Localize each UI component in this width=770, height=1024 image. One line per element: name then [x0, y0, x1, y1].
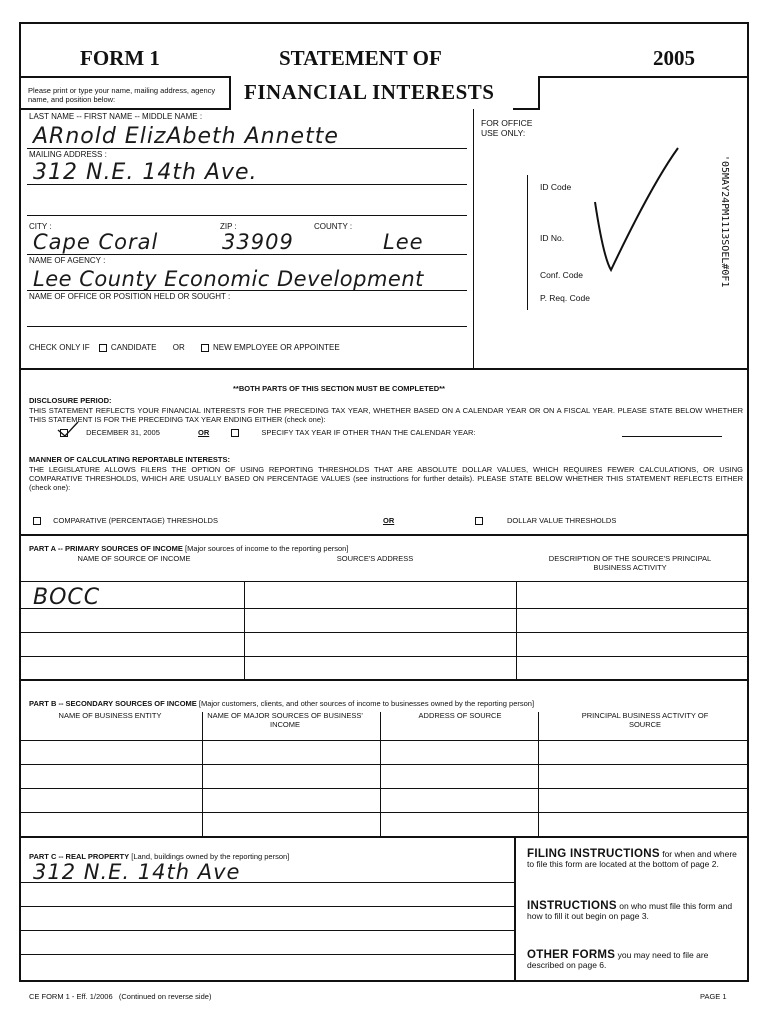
part-a-col1: NAME OF SOURCE OF INCOME [77, 554, 191, 563]
both-parts-notice: **BOTH PARTS OF THIS SECTION MUST BE COMPLETED** [233, 384, 445, 393]
part-b-title: PART B -- SECONDARY SOURCES OF INCOME [29, 699, 197, 708]
city-label: CITY : [29, 222, 52, 231]
part-a-title: PART A -- PRIMARY SOURCES OF INCOME [29, 544, 183, 553]
part-b-subtitle: [Major customers, clients, and other sources of income to businesses owned by the reporting person] [198, 699, 535, 708]
instructions-heading: INSTRUCTIONS [527, 900, 617, 912]
instructions-block [527, 901, 739, 921]
or-label-1: OR [197, 428, 210, 437]
agency-value: Lee County Economic Development [33, 267, 424, 291]
comparative-label: COMPARATIVE (PERCENTAGE) THRESHOLDS [53, 516, 218, 525]
filing-instructions-heading: FILING INSTRUCTIONS [527, 848, 660, 860]
part-b-col1: NAME OF BUSINESS ENTITY [58, 711, 162, 720]
part-a-subtitle: [Major sources of income to the reporting person] [185, 544, 349, 553]
receipt-stamp: '05MAY24PM1113SOEL#0F1 [719, 155, 730, 288]
name-value: ARnold ElizAbeth Annette [33, 124, 339, 149]
period-text: THIS STATEMENT REFLECTS YOUR FINANCIAL INTERESTS FOR THE PRECEDING TAX YEAR, WHETHER BASED ON A CALENDAR YEAR OR ON A FISCAL YEAR. PLEASE STATE BELOW WHETHER THIS STATEMENT IS FOR THE PRECEDING TAX YEAR ENDING EITHER (check one): [29, 406, 743, 424]
other-forms-text: you may need to file are described on page 6. [527, 950, 709, 970]
part-a-col2: SOURCE'S ADDRESS [336, 554, 414, 563]
mailing-value: 312 N.E. 14th Ave. [33, 160, 258, 185]
part-b-col3: ADDRESS OF SOURCE [418, 711, 502, 720]
id-no-label: ID No. [540, 233, 565, 243]
part-a-heading [29, 544, 348, 553]
title-line2: FINANCIAL INTERESTS [244, 80, 495, 104]
zip-value: 33909 [222, 230, 294, 254]
dollar-label: DOLLAR VALUE THRESHOLDS [507, 516, 617, 525]
other-forms-heading: OTHER FORMS [527, 949, 616, 961]
dec31-checkbox[interactable] [60, 429, 68, 437]
part-c-title: PART C -- REAL PROPERTY [29, 852, 130, 861]
p-req-code-label: P. Req. Code [540, 293, 590, 303]
print-note: Please print or type your name, mailing address, agency name, and position below: [28, 86, 216, 104]
filing-instructions-text: for when and where to file this form are located at the bottom of page 2. [527, 849, 737, 869]
period-heading: DISCLOSURE PERIOD: [29, 396, 112, 405]
candidate-checkbox[interactable] [99, 344, 107, 352]
filing-instructions [527, 849, 739, 869]
county-label: COUNTY : [314, 222, 353, 231]
new-employee-label: NEW EMPLOYEE OR APPOINTEE [212, 343, 340, 352]
part-a-row1-name: BOCC [33, 585, 101, 610]
period-options [60, 428, 476, 437]
part-c-subtitle: [Land, buildings owned by the reporting person] [131, 852, 290, 861]
new-employee-checkbox[interactable] [201, 344, 209, 352]
part-b-col4: PRINCIPAL BUSINESS ACTIVITY OF SOURCE [581, 711, 709, 729]
check-label: CHECK ONLY IF [29, 343, 90, 352]
specify-checkbox[interactable] [231, 429, 239, 437]
part-b-col2: NAME OF MAJOR SOURCES OF BUSINESS' INCOME [207, 711, 363, 729]
check-mark-icon [57, 421, 79, 439]
form-label: FORM 1 [80, 46, 160, 70]
conf-code-label: Conf. Code [540, 270, 583, 280]
office-use-title: FOR OFFICE USE ONLY: [481, 118, 533, 138]
city-value: Cape Coral [33, 230, 159, 254]
comparative-checkbox[interactable] [33, 517, 41, 525]
or-label: OR [172, 343, 185, 352]
id-code-label: ID Code [540, 182, 572, 192]
candidate-label: CANDIDATE [110, 343, 157, 352]
part-b-heading [29, 699, 534, 708]
checkmark-icon [570, 140, 690, 280]
form-year: 2005 [653, 46, 695, 70]
agency-label: NAME OF AGENCY : [29, 256, 106, 265]
county-value: Lee [383, 230, 424, 254]
part-c-row1: 312 N.E. 14th Ave [33, 860, 241, 884]
check-row [29, 343, 340, 352]
page-number: PAGE 1 [700, 992, 727, 1001]
zip-label: ZIP : [220, 222, 237, 231]
dollar-option [475, 516, 616, 525]
footer-left: CE FORM 1 - Eff. 1/2006 (Continued on reverse side) [29, 992, 212, 1001]
name-label: LAST NAME -- FIRST NAME -- MIDDLE NAME : [29, 112, 203, 121]
manner-text: THE LEGISLATURE ALLOWS FILERS THE OPTION OF USING REPORTING THRESHOLDS THAT ARE ABSOLUTE DOLLAR VALUES, WHICH REQUIRES FEWER CALCULATIONS, OR USING COMPARATIVE THRESHOLDS, WHICH ARE USUALLY BASED ON PERCENTAGE VALUES (see instructions for further details). PLEASE STATE BELOW WHETHER THIS STATEMENT REFLECTS EITHER (check one): [29, 465, 743, 492]
threshold-options [33, 516, 733, 525]
instructions-text: on who must file this form and how to fill it out begin on page 3. [527, 901, 733, 921]
office-label: NAME OF OFFICE OR POSITION HELD OR SOUGHT : [29, 292, 231, 301]
dollar-checkbox[interactable] [475, 517, 483, 525]
other-forms [527, 950, 739, 970]
specify-label: SPECIFY TAX YEAR IF OTHER THAN THE CALENDAR YEAR: [261, 428, 476, 437]
or-label-2: OR [383, 516, 395, 525]
mailing-label: MAILING ADDRESS : [29, 150, 107, 159]
dec31-label: DECEMBER 31, 2005 [86, 428, 160, 437]
part-a-col3: DESCRIPTION OF THE SOURCE'S PRINCIPAL BUSINESS ACTIVITY [548, 554, 712, 572]
manner-heading: MANNER OF CALCULATING REPORTABLE INTERESTS: [29, 455, 230, 464]
title-line1: STATEMENT OF [279, 46, 442, 70]
